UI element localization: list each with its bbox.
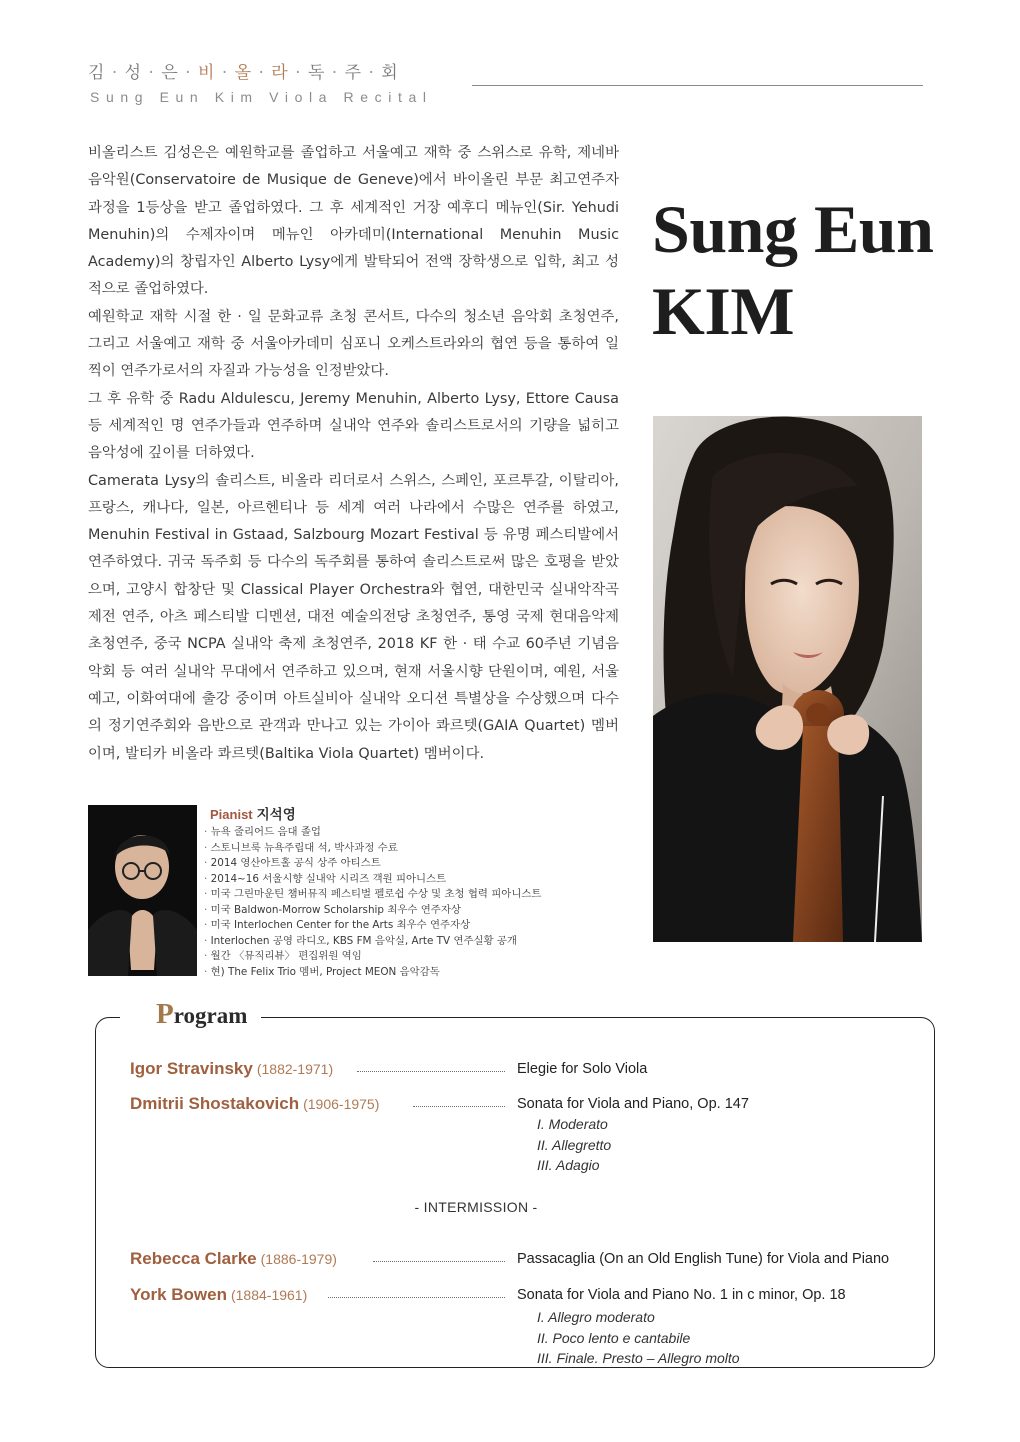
program-title-rest: rogram bbox=[173, 1003, 248, 1028]
portrait-illustration bbox=[653, 416, 922, 942]
bio-paragraph: 비올리스트 김성은은 예원학교를 졸업하고 서울예고 재학 중 스위스로 유학, 제네바 음악원(Conservatoire de Musique de Geneve)에서 바이올린 부문 최고연주자 과정을 1등상을 받고 졸업하였다. 그 후 세계적인 거장 예후디 메뉴인(Sir. Yehudi Menuhin)의 수제자이며 메뉴인 아카데미(International Menuhin Music Academy)의 창립자인 Alberto Lysy에게 발탁되어 전액 장학생으로 입학, 최고 성적으로 졸업하였다. bbox=[88, 145, 619, 298]
bio-paragraph: Camerata Lysy의 솔리스트, 비올라 리더로서 스위스, 스페인, 포르투갈, 이탈리아, 프랑스, 캐나다, 일본, 아르헨티나 등 세계 여러 나라에서 수많은 연주를 하였고, Menuhin Festival in Gstaad, Salzbourg Mozart Festival 등 유명 페스티발에서 연주하였다. 귀국 독주회 등 다수의 독주회를 통하여 솔리스트로써 많은 호평을 받았으며, 고양시 합창단 및 Classical Player Orchestra와 협연, 대한민국 실내악작곡 제전 연주, 아츠 페스티발 디멘션, 대전 예술의전당 초청연주, 통영 국제 현대음악제 초청연주, 중국 NCPA 실내악 축제 초청연주, 2018 KF 한 · 태 수교 60주년 기념음악회 등 여러 실내악 무대에서 연주하고 있으며, 현재 서울시향 단원이며, 예원, 서울예고, 이화여대에 출강 중이며 아트실비아 실내악 오디션 특별상을 수상했으며 다수의 정기연주회와 음반으로 관객과 만나고 있는 가이아 콰르텟(GAIA Quartet) 멤버이며, 발티카 비올라 콰르텟(Baltika Viola Quartet) 멤버이다. bbox=[88, 472, 619, 762]
program-work: Passacaglia (On an Old English Tune) for Viola and Piano bbox=[517, 1251, 890, 1267]
header-char: 김 bbox=[88, 63, 106, 83]
list-item: · 미국 Interlochen Center for the Arts 최우수 연주자상 bbox=[204, 918, 541, 934]
pianist-illustration bbox=[88, 805, 197, 976]
pianist-role: Pianist bbox=[210, 807, 253, 822]
dot-leader bbox=[413, 1106, 505, 1107]
movement: III. Adagio bbox=[537, 1157, 600, 1174]
composer-name: Dmitrii Shostakovich bbox=[130, 1094, 300, 1113]
header-char: 은 bbox=[161, 63, 179, 83]
list-item: · 현) The Felix Trio 멤버, Project MEON 음악감독 bbox=[204, 965, 541, 981]
list-item: · 월간 〈뮤직리뷰〉 편집위원 역임 bbox=[204, 949, 541, 965]
artist-name bbox=[652, 188, 933, 352]
program-composer bbox=[130, 1285, 307, 1305]
header-char: 성 bbox=[124, 63, 143, 83]
composer-name: York Bowen bbox=[130, 1285, 227, 1304]
program-work: Elegie for Solo Viola bbox=[517, 1061, 648, 1077]
header-title-english: Sung Eun Kim Viola Recital bbox=[90, 89, 433, 105]
header-separator: · bbox=[185, 63, 192, 83]
bio-paragraph: 예원학교 재학 시절 한 · 일 문화교류 초청 콘서트, 다수의 청소년 음악회 초청연주, 그리고 서울예고 재학 중 서울아카데미 심포니 오케스트라와의 협연 등을 통하여 일찍이 연주가로서의 자질과 가능성을 인정받았다. bbox=[88, 308, 619, 380]
header-separator: · bbox=[221, 63, 229, 83]
artist-portrait bbox=[653, 416, 922, 942]
list-item: · 뉴욕 줄리어드 음대 졸업 bbox=[204, 825, 541, 841]
header-char: 주 bbox=[344, 63, 363, 83]
movement: III. Finale. Presto – Allegro molto bbox=[537, 1350, 740, 1367]
artist-name-line2: KIM bbox=[652, 273, 795, 349]
movement: I. Moderato bbox=[537, 1116, 608, 1132]
intermission-label: - INTERMISSION - bbox=[414, 1199, 538, 1215]
header-char: 독 bbox=[307, 63, 326, 83]
list-item: · 미국 Baldwon-Morrow Scholarship 최우수 연주자상 bbox=[204, 903, 541, 919]
dot-leader bbox=[357, 1071, 505, 1072]
bio-paragraph: 그 후 유학 중 Radu Aldulescu, Jeremy Menuhin, Alberto Lysy, Ettore Causa 등 세계적인 명 연주가들과 연주하며 실내악 연주와 솔리스트로서의 기량을 넓히고 음악성에 깊이를 더하였다. bbox=[88, 390, 619, 462]
program-composer bbox=[130, 1059, 333, 1079]
composer-name: Rebecca Clarke bbox=[130, 1249, 257, 1268]
pianist-credits bbox=[204, 825, 541, 980]
composer-years: (1886-1979) bbox=[260, 1251, 337, 1267]
header-divider bbox=[472, 85, 923, 86]
movement-list bbox=[537, 1307, 740, 1369]
header-separator: · bbox=[111, 63, 119, 83]
program-work: Sonata for Viola and Piano No. 1 in c minor, Op. 18 bbox=[517, 1287, 846, 1303]
pianist-photo bbox=[88, 805, 197, 976]
movement: I. Allegro moderato bbox=[537, 1309, 655, 1325]
header-separator: · bbox=[258, 63, 265, 83]
program-title bbox=[120, 998, 261, 1031]
program-title-initial: P bbox=[156, 998, 174, 1030]
composer-years: (1906-1975) bbox=[303, 1096, 380, 1112]
pianist-heading bbox=[210, 803, 296, 823]
program-composer bbox=[130, 1249, 337, 1269]
program-composer bbox=[130, 1094, 379, 1114]
header-separator: · bbox=[148, 63, 155, 83]
pianist-name: 지석영 bbox=[256, 807, 296, 823]
composer-name: Igor Stravinsky bbox=[130, 1059, 253, 1078]
list-item: · 미국 그린마운틴 챔버뮤직 페스티벌 펠로쉽 수상 및 초청 협력 피아니스트 bbox=[204, 887, 541, 903]
biography bbox=[88, 140, 619, 768]
list-item: · 2014~16 서울시향 실내악 시리즈 객원 피아니스트 bbox=[204, 872, 541, 888]
composer-years: (1882-1971) bbox=[256, 1061, 334, 1077]
header-char: 회 bbox=[381, 63, 399, 83]
header-title-korean bbox=[88, 58, 399, 83]
header-separator: · bbox=[331, 63, 339, 83]
header-char: 올 bbox=[234, 63, 253, 83]
artist-name-line1: Sung Eun bbox=[652, 191, 934, 267]
header-separator: · bbox=[295, 63, 302, 83]
list-item: · Interlochen 공영 라디오, KBS FM 음악실, Arte TV 연주실황 공개 bbox=[204, 934, 541, 950]
header-char: 라 bbox=[271, 63, 289, 83]
movement-list bbox=[537, 1114, 611, 1176]
list-item: · 2014 영산아트홀 공식 상주 아티스트 bbox=[204, 856, 541, 872]
header-char: 비 bbox=[197, 63, 216, 83]
list-item: · 스토니브룩 뉴욕주립대 석, 박사과정 수료 bbox=[204, 841, 541, 857]
header-separator: · bbox=[368, 63, 375, 83]
movement: II. Poco lento e cantabile bbox=[537, 1329, 691, 1346]
dot-leader bbox=[328, 1297, 505, 1298]
dot-leader bbox=[373, 1261, 505, 1262]
composer-years: (1884-1961) bbox=[230, 1287, 308, 1303]
movement: II. Allegretto bbox=[537, 1136, 612, 1153]
program-work: Sonata for Viola and Piano, Op. 147 bbox=[517, 1096, 749, 1112]
